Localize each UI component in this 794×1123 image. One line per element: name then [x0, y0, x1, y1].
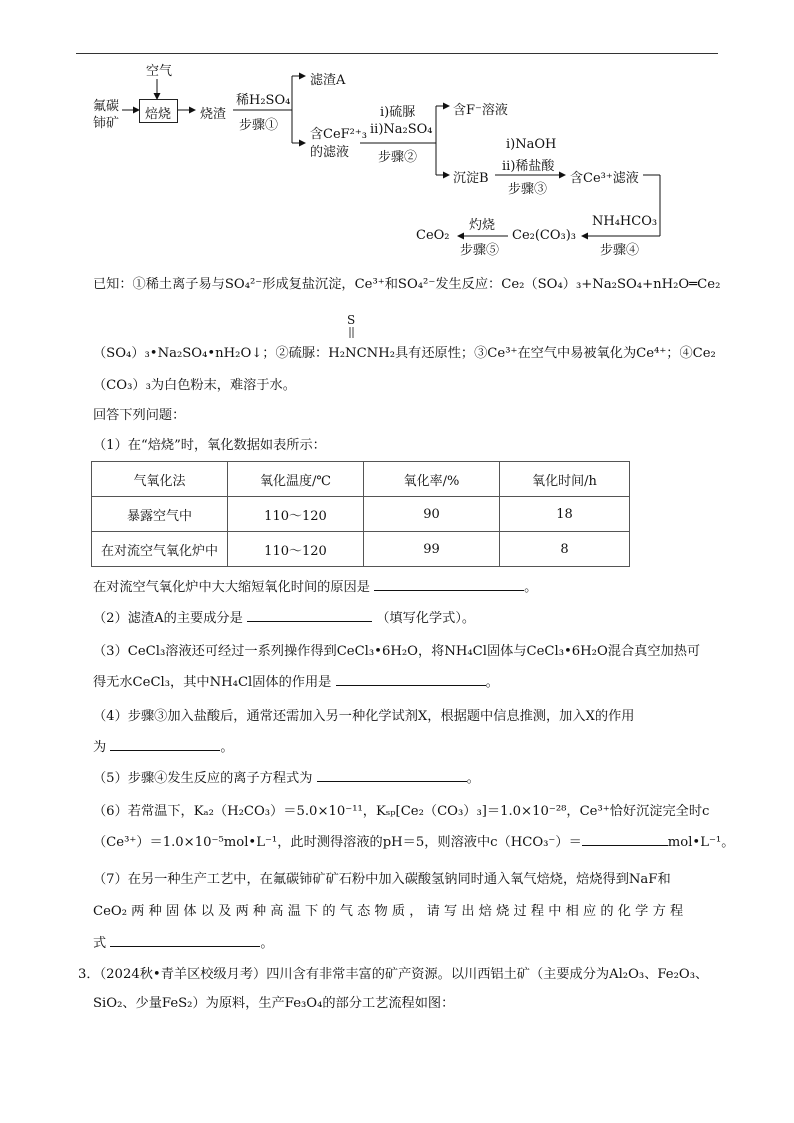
- answer-blank-q3[interactable]: [336, 673, 486, 686]
- table-row: [92, 532, 630, 567]
- q6-line2-a: （Ce³⁺）＝1.0×10⁻⁵mol•L⁻¹，此时测得溶液的pH＝5，则溶液中c（: [93, 835, 511, 850]
- q5: [93, 767, 480, 786]
- table-header-row: [92, 462, 630, 497]
- flow-residue-a: 滤渣A: [310, 73, 346, 88]
- flow-f-solution: 含F⁻溶液: [453, 103, 508, 118]
- table-cell: 8: [500, 532, 630, 567]
- answer-blank-q7[interactable]: [110, 934, 260, 947]
- known-line3: （CO₃）₃为白色粉末，难溶于水。: [93, 378, 296, 393]
- flow-step2: 步骤②: [378, 150, 418, 165]
- next-question-line2: SiO₂、少量FeS₂）为原料，生产Fe₃O₄的部分工艺流程如图：: [93, 996, 455, 1011]
- flow-reagent-hcl: ii)稀盐酸: [502, 159, 555, 174]
- q3-line2-text: 得无水CeCl₃，其中NH₄Cl固体的作用是: [93, 675, 332, 690]
- flow-roast: 焙烧: [145, 107, 172, 122]
- q1-question: [93, 576, 537, 595]
- flow-filtrate-line1: 含CeF²⁺₃: [310, 127, 367, 142]
- flow-ce-filtrate: 含Ce³⁺滤液: [570, 171, 639, 186]
- flow-nh4hco3: NH₄HCO₃: [592, 214, 658, 229]
- q5-text: （5）步骤④发生反应的离子方程式为: [93, 771, 313, 786]
- flow-reagent-naoh: i)NaOH: [506, 137, 557, 152]
- thiourea-s-atom: S: [347, 313, 356, 327]
- q5-end: 。: [466, 771, 480, 786]
- known-line1-a: 已知：①稀土离子易与: [93, 277, 225, 292]
- q7-line3: [93, 932, 274, 951]
- table-cell: 99: [364, 532, 500, 567]
- answer-blank-q6[interactable]: [582, 833, 668, 846]
- answer-blank-q5[interactable]: [317, 769, 467, 782]
- table-header: 氧化率/%: [364, 462, 500, 497]
- flow-filtrate-line2: 的滤液: [310, 145, 350, 160]
- oxidation-table: [91, 461, 630, 567]
- flow-step1: 步骤①: [239, 118, 279, 133]
- flow-air: 空气: [146, 64, 173, 79]
- q7-line1: （7）在另一种生产工艺中，在氟碳铈矿矿石粉中加入碳酸氢钠同时通入氧气焙烧，焙烧得到NaF和: [93, 872, 671, 887]
- answer-prompt: 回答下列问题：: [93, 408, 186, 423]
- flow-burn: 灼烧: [469, 218, 496, 233]
- q7-line3-text: 式: [93, 936, 107, 951]
- q7-line2: CeO₂ 两 种 固 体 以 及 两 种 高 温 下 的 气 态 物 质 ， 请 写 出 焙 烧 过 程 中 相 应 的 化 学 方 程: [93, 904, 684, 919]
- table-cell: 110～120: [228, 532, 364, 567]
- flow-step4: 步骤④: [600, 243, 640, 258]
- table-cell: 在对流空气氧化炉中: [92, 532, 228, 567]
- q2-tail: （填写化学式）。: [376, 611, 476, 626]
- thiourea-formula: H₂NCNH₂: [328, 346, 395, 361]
- table-row: [92, 497, 630, 532]
- table-cell: 18: [500, 497, 630, 532]
- q6-line1: （6）若常温下，Kₐ₂（H₂CO₃）＝5.0×10⁻¹¹，Kₛₚ[Ce₂（CO₃）₃]＝1.0×10⁻²⁸，Ce³⁺恰好沉淀完全时c: [93, 804, 710, 819]
- q2: [93, 607, 475, 626]
- q6-line2-c: mol•L⁻¹。: [667, 835, 735, 850]
- q3-line2: [93, 671, 499, 690]
- q3-end: 。: [485, 675, 499, 690]
- known-line2-a: （SO₄）₃•Na₂SO₄•nH₂O↓；②硫脲：: [93, 346, 329, 361]
- q4-end: 。: [220, 740, 234, 755]
- known-line2-b: 具有还原性；③Ce³⁺在空气中易被氧化为Ce⁴⁺；④Ce₂: [395, 346, 716, 361]
- q4-line2-text: 为: [93, 740, 107, 755]
- sulfate-ion-1: SO₄²⁻: [224, 277, 263, 292]
- table-header: 氧化温度/℃: [228, 462, 364, 497]
- answer-blank-q1[interactable]: [374, 578, 524, 591]
- q1-end: 。: [524, 580, 538, 595]
- q1-question-text: 在对流空气氧化炉中大大缩短氧化时间的原因是: [93, 580, 370, 595]
- q4-line1: （4）步骤③加入盐酸后，通常还需加入另一种化学试剂X，根据题中信息推测，加入X的作用: [93, 709, 635, 724]
- q6-line2: [93, 831, 734, 850]
- flow-precip-b: 沉淀B: [453, 171, 489, 186]
- q2-text: （2）滤渣A的主要成分是: [93, 611, 243, 626]
- bicarbonate-ion: HCO₃⁻: [510, 835, 556, 850]
- flow-reagent-thiourea: i)硫脲: [380, 105, 416, 120]
- flow-step5: 步骤⑤: [460, 243, 500, 258]
- flow-acid: 稀H₂SO₄: [236, 93, 291, 108]
- known-line2: [93, 342, 716, 361]
- flow-slag: 烧渣: [200, 107, 227, 122]
- flow-ce2co3: Ce₂(CO₃)₃: [512, 228, 577, 243]
- flow-ceo2: CeO₂: [416, 228, 450, 243]
- table-header: 气氧化法: [92, 462, 228, 497]
- next-question-line1: 3．（2024秋•青羊区校级月考）四川含有非常丰富的矿产资源。以川西铝土矿（主要成分为Al₂O₃、Fe₂O₃、: [78, 967, 709, 982]
- sulfate-ion-2: SO₄²⁻: [397, 277, 436, 292]
- table-cell: 110～120: [228, 497, 364, 532]
- known-line1-b: 形成复盐沉淀，Ce³⁺和: [262, 277, 398, 292]
- known-line1: [93, 273, 720, 292]
- q1-intro: （1）在“焙烧”时，氧化数据如表所示：: [93, 438, 326, 453]
- flow-ore-line1: 氟碳: [93, 99, 120, 114]
- q6-line2-b: ）＝: [555, 835, 582, 850]
- q3-line1: （3）CeCl₃溶液还可经过一系列操作得到CeCl₃•6H₂O，将NH₄Cl固体与CeCl₃•6H₂O混合真空加热可: [93, 644, 701, 659]
- answer-blank-q2[interactable]: [247, 609, 372, 622]
- answer-blank-q4[interactable]: [110, 738, 220, 751]
- table-cell: 暴露空气中: [92, 497, 228, 532]
- table-header: 氧化时间/h: [500, 462, 630, 497]
- known-line1-c: 发生反应：Ce₂（SO₄）₃+Na₂SO₄+nH₂O═Ce₂: [435, 277, 721, 292]
- flow-ore-line2: 铈矿: [93, 116, 120, 131]
- flow-reagent-na2so4: ii)Na₂SO₄: [370, 122, 433, 137]
- table-cell: 90: [364, 497, 500, 532]
- flow-step3: 步骤③: [508, 182, 548, 197]
- q7-end: 。: [260, 936, 274, 951]
- q4-line2: [93, 736, 234, 755]
